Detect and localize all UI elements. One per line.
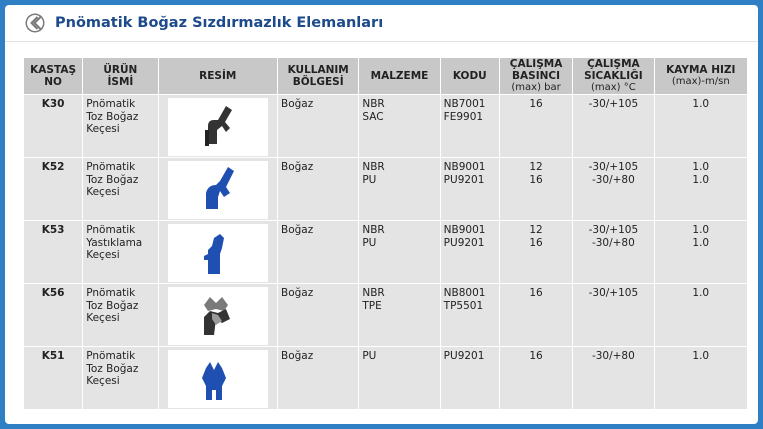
basinc-cell [500, 221, 572, 283]
basinc-cell [500, 158, 572, 220]
header-urun-ismi: ÜRÜN İSMİ [83, 58, 157, 94]
hiz-line: 1.0 [692, 350, 710, 362]
header-kodu: KODU [441, 58, 499, 94]
urun-ismi-cell [83, 284, 157, 346]
resim-cell [159, 221, 277, 283]
hiz-line: 1.0 [692, 173, 710, 186]
kullanim-bolgesi-cell: Boğaz [278, 347, 358, 409]
malzeme-cell [359, 158, 439, 220]
sicaklik-line: -30/+105 [588, 287, 639, 299]
urun_ismi-line: Toz Boğaz [86, 110, 139, 123]
seal-image [168, 161, 268, 219]
urun_ismi-line: Yastıklama [86, 236, 143, 249]
kodu-cell [441, 95, 499, 157]
kastas-no-cell: K52 [24, 158, 82, 220]
table-row [24, 221, 747, 283]
header-calisma-basinci: ÇALIŞMA BASINCI (max) bar [500, 58, 572, 94]
basinc-cell [500, 347, 572, 409]
sicaklik-cell [573, 221, 653, 283]
urun_ismi-line: Keçesi [86, 249, 120, 261]
seal-profile-k30-icon [190, 100, 246, 154]
hiz-line: 1.0 [692, 224, 710, 236]
sicaklik-line: -30/+105 [588, 161, 639, 173]
urun_ismi-line: Pnömatik [86, 98, 136, 110]
kodu-line: PU9201 [443, 173, 485, 186]
hiz-cell [655, 158, 747, 220]
header-kullanim-bolgesi: KULLANIM BÖLGESİ [278, 58, 358, 94]
sicaklik-cell [573, 284, 653, 346]
sicaklik-line: -30/+105 [588, 98, 639, 110]
basinc-line: 16 [529, 350, 543, 362]
malzeme-line: PU [362, 173, 377, 186]
header-kastas-no: KASTAŞ NO [24, 58, 82, 94]
header-calisma-sicakligi: ÇALIŞMA SICAKLIĞI (max) °C [573, 58, 653, 94]
urun_ismi-line: Keçesi [86, 123, 120, 135]
urun_ismi-line: Pnömatik [86, 350, 136, 362]
hiz-line: 1.0 [692, 98, 710, 110]
hiz-line: 1.0 [692, 287, 710, 299]
seal-profile-k52-icon [190, 163, 246, 217]
malzeme-cell [359, 347, 439, 409]
kullanim-bolgesi-cell: Boğaz [278, 221, 358, 283]
seal-image [168, 98, 268, 156]
malzeme-line: NBR [362, 287, 385, 299]
malzeme-line: PU [362, 350, 377, 362]
sicaklik-cell [573, 95, 653, 157]
chevron-double-logo-icon [25, 13, 45, 33]
urun_ismi-line: Pnömatik [86, 287, 136, 299]
kodu-line: NB7001 [443, 98, 486, 110]
kodu-cell [441, 347, 499, 409]
kastas-no-cell: K51 [24, 347, 82, 409]
kodu-cell [441, 158, 499, 220]
basinc-cell [500, 284, 572, 346]
content-panel [5, 5, 758, 424]
malzeme-line: SAC [362, 110, 384, 123]
resim-cell [159, 95, 277, 157]
header-malzeme: MALZEME [359, 58, 439, 94]
sicaklik-line: -30/+80 [591, 350, 635, 362]
hiz-cell [655, 347, 747, 409]
kodu-line: TP5501 [443, 299, 484, 312]
kodu-line: NB8001 [443, 287, 486, 299]
seal-profile-k51-icon [190, 352, 246, 406]
basinc-cell [500, 95, 572, 157]
seal-image [168, 287, 268, 345]
sicaklik-line: -30/+80 [591, 173, 635, 186]
malzeme-line: NBR [362, 98, 385, 110]
urun-ismi-cell [83, 347, 157, 409]
kodu-line: FE9901 [443, 110, 484, 123]
urun_ismi-line: Pnömatik [86, 161, 136, 173]
malzeme-cell [359, 221, 439, 283]
urun_ismi-line: Toz Boğaz [86, 299, 139, 312]
resim-cell [159, 284, 277, 346]
basinc-line: 16 [529, 287, 543, 299]
hiz-cell [655, 95, 747, 157]
page-title: Pnömatik Boğaz Sızdırmazlık Elemanları [55, 15, 384, 31]
seal-profile-k53-icon [190, 226, 246, 280]
hiz-line: 1.0 [692, 161, 710, 173]
kastas-no-cell: K56 [24, 284, 82, 346]
kodu-cell [441, 221, 499, 283]
kastas-no-cell: K53 [24, 221, 82, 283]
kastas-no-cell: K30 [24, 95, 82, 157]
kodu-line: PU9201 [443, 236, 485, 249]
hiz-line: 1.0 [692, 236, 710, 249]
urun_ismi-line: Toz Boğaz [86, 173, 139, 186]
kodu-cell [441, 284, 499, 346]
basinc-line: 16 [529, 173, 543, 186]
seal-profile-k56-icon [190, 289, 246, 343]
kodu-line: NB9001 [443, 161, 486, 173]
resim-cell [159, 158, 277, 220]
seal-image [168, 224, 268, 282]
malzeme-cell [359, 95, 439, 157]
sicaklik-cell [573, 347, 653, 409]
sicaklik-line: -30/+80 [591, 236, 635, 249]
malzeme-line: TPE [362, 299, 382, 312]
urun_ismi-line: Keçesi [86, 375, 120, 387]
table-header-row [24, 58, 747, 94]
kullanim-bolgesi-cell: Boğaz [278, 284, 358, 346]
malzeme-line: NBR [362, 161, 385, 173]
urun-ismi-cell [83, 95, 157, 157]
table-row [24, 95, 747, 157]
header-resim: RESİM [159, 58, 277, 94]
kodu-line: PU9201 [443, 350, 485, 362]
sicaklik-line: -30/+105 [588, 224, 639, 236]
resim-cell [159, 347, 277, 409]
malzeme-line: NBR [362, 224, 385, 236]
kullanim-bolgesi-cell: Boğaz [278, 95, 358, 157]
hiz-cell [655, 284, 747, 346]
urun-ismi-cell [83, 158, 157, 220]
table-row [24, 284, 747, 346]
urun_ismi-line: Pnömatik [86, 224, 136, 236]
malzeme-cell [359, 284, 439, 346]
basinc-line: 16 [529, 236, 543, 249]
basinc-line: 16 [529, 98, 543, 110]
sicaklik-cell [573, 158, 653, 220]
kullanim-bolgesi-cell: Boğaz [278, 158, 358, 220]
malzeme-line: PU [362, 236, 377, 249]
urun_ismi-line: Toz Boğaz [86, 362, 139, 375]
urun-ismi-cell [83, 221, 157, 283]
urun_ismi-line: Keçesi [86, 186, 120, 198]
hiz-cell [655, 221, 747, 283]
table-row [24, 158, 747, 220]
product-table [23, 57, 748, 410]
seal-image [168, 350, 268, 408]
basinc-line: 12 [529, 224, 543, 236]
page-header [5, 5, 758, 42]
kodu-line: NB9001 [443, 224, 486, 236]
urun_ismi-line: Keçesi [86, 312, 120, 324]
table-row [24, 347, 747, 409]
basinc-line: 12 [529, 161, 543, 173]
header-kayma-hizi: KAYMA HIZI (max)-m/sn [655, 58, 747, 94]
